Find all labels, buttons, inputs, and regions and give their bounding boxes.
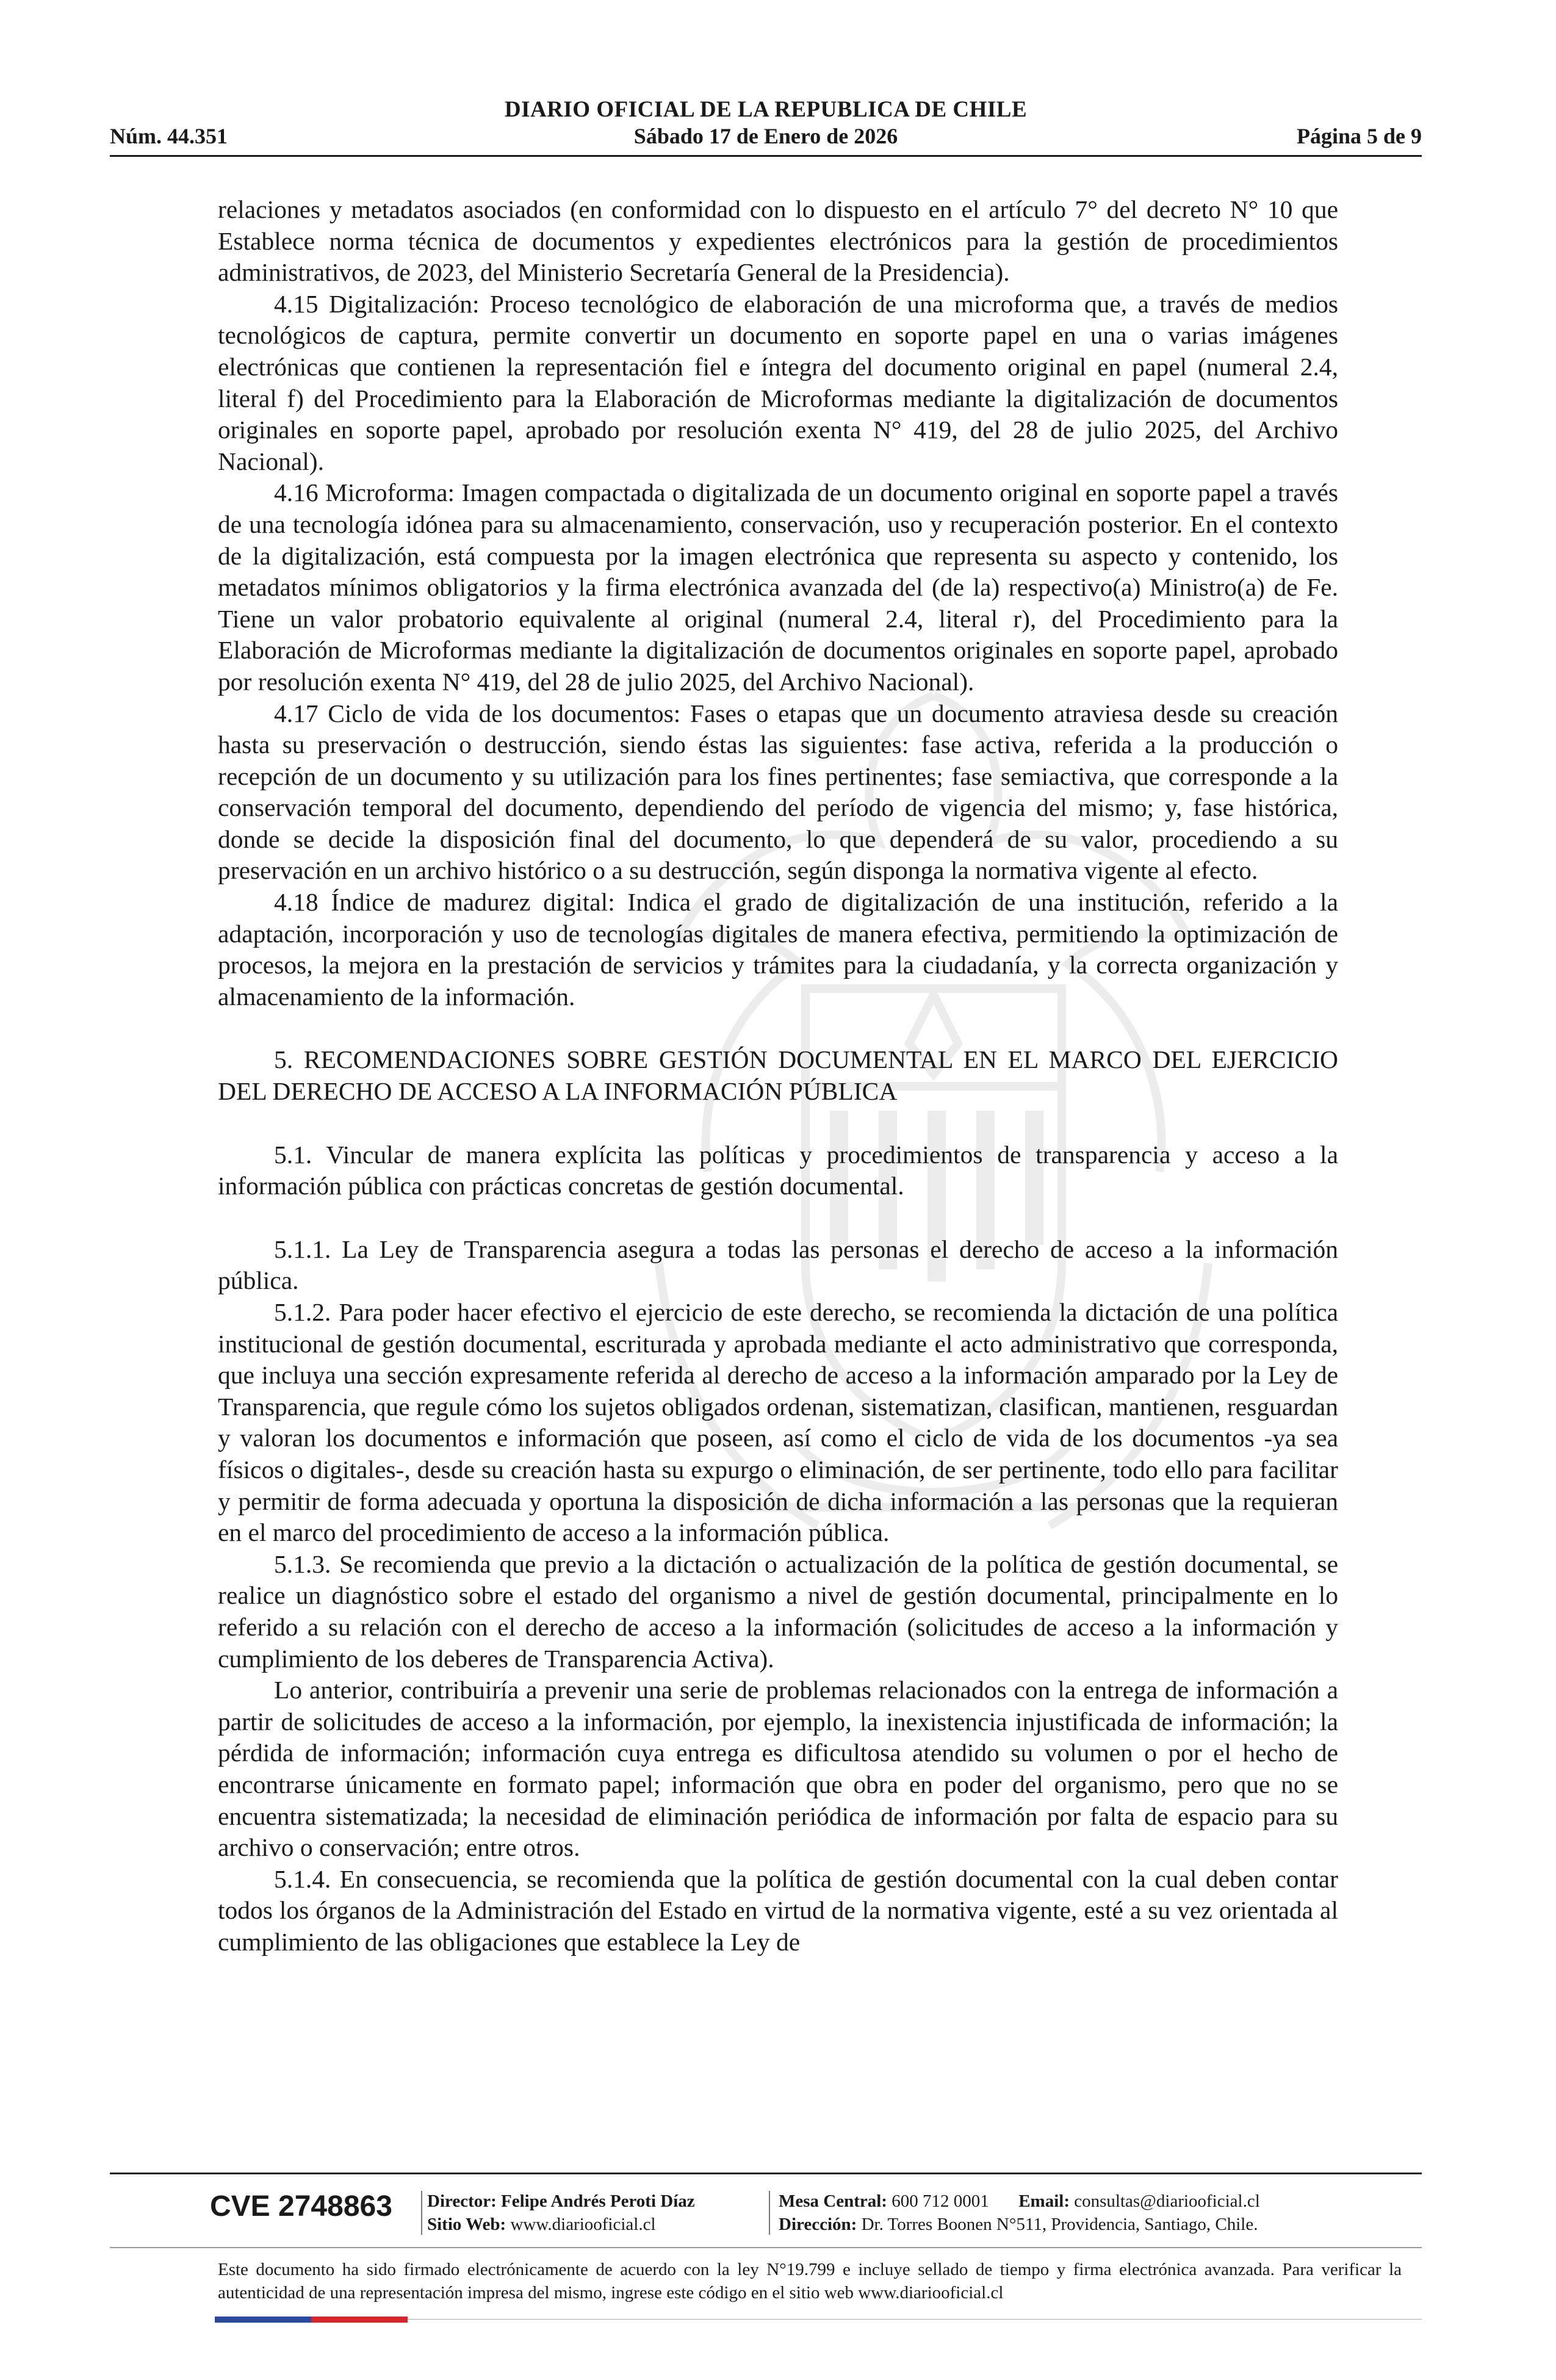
footer-divider (110, 2247, 1422, 2248)
issue-date: Sábado 17 de Enero de 2026 (633, 124, 898, 148)
footer-separator (769, 2191, 770, 2235)
email-label: Email: (1018, 2191, 1070, 2211)
paragraph: 4.15 Digitalización: Proceso tecnológico de elaboración de una microforma que, a través de medios tecnológicos de captura, permite convertir un documento en soporte papel en una o varias imágenes electrónicas que contienen la representación fiel e íntegra del documento original en papel (numeral 2.4, literal f) del Procedimiento para la Elaboración de Microformas mediante la digitalización de documentos originales en soporte papel, aprobado por resolución exenta N° 419, del 28 de julio 2025, del Archivo Nacional). (218, 289, 1338, 475)
page-number: Página 5 de 9 (1296, 124, 1422, 148)
email-link[interactable]: consultas@diariooficial.cl (1074, 2191, 1260, 2211)
footer-separator (421, 2191, 422, 2235)
page-footer (110, 2173, 1422, 2356)
address-label: Dirección: (779, 2215, 857, 2234)
paragraph: 4.18 Índice de madurez digital: Indica el grado de digitalización de una institución, referido a la adaptación, incorporación y uso de tecnologías digitales de manera efectiva, permitiendo la optimización de procesos, la mejora en la prestación de servicios y trámites para la ciudadanía, y la correcta organización y almacenamiento de la información. (218, 888, 1338, 1011)
paragraph: 5.1. Vincular de manera explícita las políticas y procedimientos de transparencia y acceso a la información pública con prácticas concretas de gestión documental. (218, 1140, 1338, 1200)
footer-thin-rule (408, 2319, 1422, 2320)
paragraph: 5.1.2. Para poder hacer efectivo el ejercicio de este derecho, se recomienda la dictación de una política institucional de gestión documental, escriturada y aprobada mediante el acto administrativo que corresponda, que incluya una sección expresamente referida al derecho de acceso a la información amparado por la Ley de Transparencia, que regule cómo los sujetos obligados ordenan, sistematizan, clasifican, mantienen, resguardan y valoran los documentos e información que poseen, así como el ciclo de vida de los documentos -ya sea físicos o digitales-, desde su creación hasta su expurgo o eliminación, de ser pertinente, todo ello para facilitar y permitir de forma adecuada y oportuna la disposición de dicha información a las personas que la requieran en el marco del procedimiento de acceso a la información pública. (218, 1298, 1338, 1547)
director-name: Felipe Andrés Peroti Díaz (501, 2191, 695, 2211)
address-value: Dr. Torres Boonen N°511, Providencia, Santiago, Chile. (861, 2215, 1258, 2234)
website-line (427, 2213, 656, 2236)
document-body (218, 194, 1338, 1958)
website-link[interactable]: www.diariooficial.cl (510, 2215, 656, 2234)
paragraph: relaciones y metadatos asociados (en conformidad con lo dispuesto en el artículo 7° del decreto N° 10 que Establece norma técnica de documentos y expedientes electrónicos para la gestión de procedimientos administrativos, de 2023, del Ministerio Secretaría General de la Presidencia). (218, 195, 1338, 287)
paragraph: Lo anterior, contribuiría a prevenir una serie de problemas relacionados con la entrega de información a partir de solicitudes de acceso a la información, por ejemplo, la inexistencia injustificada de información; la pérdida de información; información cuya entrega es dificultosa atendido su volumen o por el hecho de encontrarse únicamente en formato papel; información que obra en poder del organismo, pero que no se encuentra sistematizada; la necesidad de eliminación periódica de información por falta de espacio para su archivo o conservación; entre otros. (218, 1676, 1338, 1862)
paragraph: 5.1.3. Se recomienda que previo a la dictación o actualización de la política de gestión documental, se realice un diagnóstico sobre el estado del organismo a nivel de gestión documental, principalmente en lo referido a su relación con el derecho de acceso a la información (solicitudes de acceso a la información y cumplimiento de los deberes de Transparencia Activa). (218, 1549, 1338, 1673)
paragraph: 4.17 Ciclo de vida de los documentos: Fases o etapas que un documento atraviesa desde su creación hasta su preservación o destrucción, siendo éstas las siguientes: fase activa, referida a la producción o recepción de un documento y su utilización para los fines pertinentes; fase semiactiva, que corresponde a la conservación temporal del documento, dependiendo del período de vigencia del mismo; y, fase histórica, donde se decide la disposición final del documento, lo que dependerá de su valor, procediendo a su preservación en un archivo histórico o a su destrucción, según disponga la normativa vigente al efecto. (218, 699, 1338, 885)
mesa-label: Mesa Central: (779, 2191, 887, 2211)
website-label: Sitio Web: (427, 2215, 506, 2234)
flag-blue-stripe (215, 2317, 311, 2323)
director-line (427, 2190, 695, 2213)
mesa-phone: 600 712 0001 (891, 2191, 989, 2211)
spacer (218, 1202, 1338, 1234)
header-divider (110, 155, 1422, 157)
contact-line (779, 2190, 1260, 2213)
cve-code: CVE 2748863 (210, 2190, 392, 2223)
publication-title: DIARIO OFICIAL DE LA REPUBLICA DE CHILE (504, 97, 1028, 122)
director-label: Director: (427, 2191, 497, 2211)
paragraph: 4.16 Microforma: Imagen compactada o digitalizada de un documento original en soporte papel a través de una tecnología idónea para su almacenamiento, conservación, uso y recuperación posterior. En el contexto de la digitalización, está compuesta por la imagen electrónica que representa su aspecto y contenido, los metadatos mínimos obligatorios y la firma electrónica avanzada del (de la) respectivo(a) Ministro(a) de Fe. Tiene un valor probatorio equivalente al original (numeral 2.4, literal r), del Procedimiento para la Elaboración de Microformas mediante la digitalización de documentos originales en soporte papel, aprobado por resolución exenta N° 419, del 28 de julio 2025, del Archivo Nacional). (218, 478, 1338, 696)
paragraph: 5.1.4. En consecuencia, se recomienda que la política de gestión documental con la cual deben contar todos los órganos de la Administración del Estado en virtud de la normativa vigente, esté a su vez orientada al cumplimiento de las obligaciones que establece la Ley de (218, 1864, 1338, 1956)
flag-stripe (215, 2317, 408, 2323)
section-heading: 5. RECOMENDACIONES SOBRE GESTIÓN DOCUMENTAL EN EL MARCO DEL EJERCICIO DEL DERECHO DE ACCESO A LA INFORMACIÓN PÚBLICA (218, 1045, 1338, 1106)
signature-notice: Este documento ha sido firmado electrónicamente de acuerdo con la ley N°19.799 e incluye sellado de tiempo y firma electrónica avanzada. Para verificar la autenticidad de una representación impresa del mismo, ingrese este código en el sitio web www.diariooficial.cl (218, 2260, 1402, 2302)
paragraph: 5.1.1. La Ley de Transparencia asegura a todas las personas el derecho de acceso a la información pública. (218, 1235, 1338, 1295)
footer-divider (110, 2173, 1422, 2174)
flag-red-stripe (311, 2317, 408, 2323)
issue-number: Núm. 44.351 (110, 124, 228, 148)
page-header (110, 92, 1422, 159)
address-line (779, 2213, 1258, 2236)
